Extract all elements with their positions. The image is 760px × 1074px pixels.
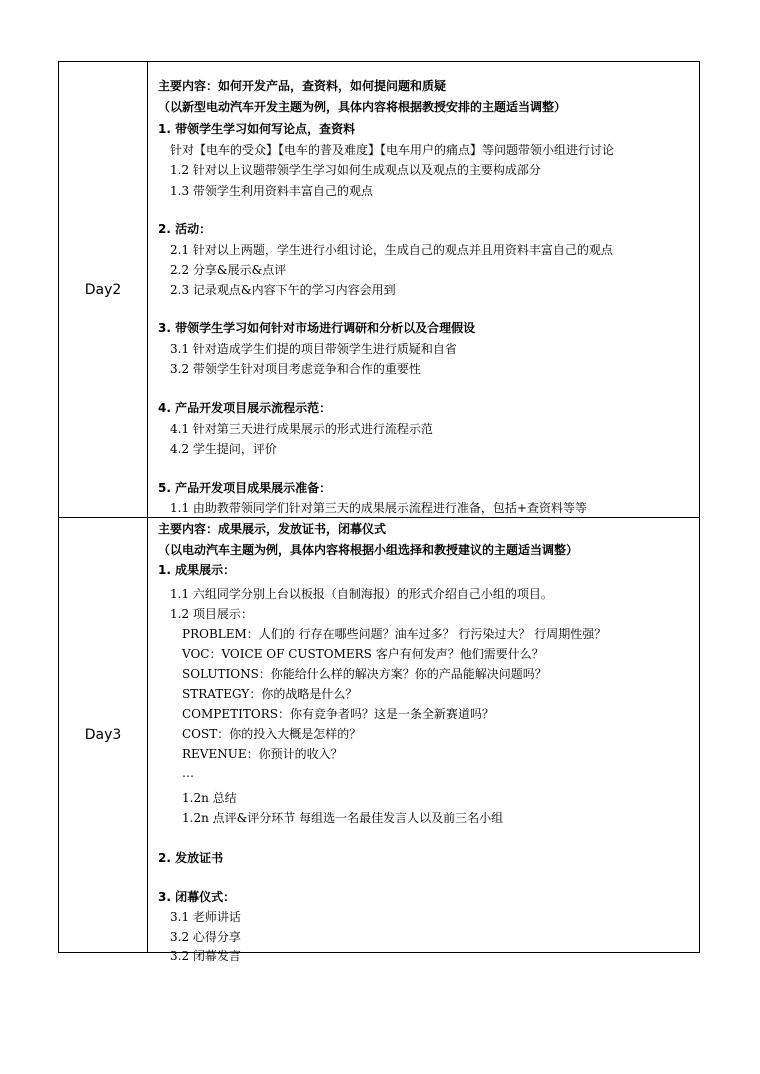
day3-item: 3.1 老师讲话 bbox=[170, 910, 241, 924]
day3-label: Day3 bbox=[59, 517, 148, 952]
day3-item: 1.1 六组同学分别上台以板报（自制海报）的形式介绍自己小组的项目。 bbox=[170, 587, 553, 601]
day2-item: 1.1 由助教带领同学们针对第三天的成果展示流程进行准备，包括+查资料等等 bbox=[170, 501, 587, 515]
day2-note: （以新型电动汽车开发主题为例，具体内容将根据教授安排的主题适当调整） bbox=[158, 100, 567, 114]
day2-content bbox=[148, 62, 699, 517]
day3-item: 3.2 闭幕发言 bbox=[170, 949, 241, 963]
day3-item: … bbox=[182, 766, 194, 780]
day3-item: 3.2 心得分享 bbox=[170, 930, 241, 944]
day2-item: 2.2 分享&展示&点评 bbox=[170, 263, 287, 277]
day3-summary: 主要内容：成果展示，发放证书，闭幕仪式 bbox=[158, 522, 387, 536]
day2-item: 3.2 带领学生针对项目考虑竞争和合作的重要性 bbox=[170, 362, 421, 376]
day2-item: 1.2 针对以上议题带领学生学习如何生成观点以及观点的主要构成部分 bbox=[170, 163, 541, 177]
day2-item: 2.3 记录观点&内容下午的学习内容会用到 bbox=[170, 283, 396, 297]
day2-label: Day2 bbox=[59, 62, 148, 517]
day2-item: 4.1 针对第三天进行成果展示的形式进行流程示范 bbox=[170, 422, 433, 436]
day2-section-5: 5. 产品开发项目成果展示准备： bbox=[158, 481, 332, 495]
day3-item: 1.2n 点评&评分环节 每组选一名最佳发言人以及前三名小组 bbox=[182, 811, 504, 825]
day3-row bbox=[59, 517, 699, 963]
day2-section-1: 1. 带领学生学习如何写论点，查资料 bbox=[158, 122, 356, 136]
day3-section-1: 1. 成果展示： bbox=[158, 563, 236, 577]
day2-section-4: 4. 产品开发项目展示流程示范： bbox=[158, 401, 332, 415]
day3-item: PROBLEM：人们的 行存在哪些问题？油车过多？ 行污染过大？ 行周期性强？ bbox=[182, 627, 607, 641]
day3-section-2: 2. 发放证书 bbox=[158, 851, 224, 865]
day2-item: 针对【电车的受众】【电车的普及难度】【电车用户的痛点】等问题带领小组进行讨论 bbox=[170, 143, 615, 157]
day3-item: 1.2 项目展示： bbox=[170, 607, 253, 621]
day3-section-3: 3. 闭幕仪式： bbox=[158, 890, 236, 904]
day3-note: （以电动汽车主题为例，具体内容将根据小组选择和教授建议的主题适当调整） bbox=[158, 543, 579, 557]
day3-item: REVENUE：你预计的收入？ bbox=[182, 747, 343, 761]
day2-section-3: 3. 带领学生学习如何针对市场进行调研和分析以及合理假设 bbox=[158, 321, 476, 335]
day2-section-2: 2. 活动： bbox=[158, 222, 212, 236]
day3-item: COMPETITORS：你有竞争者吗？这是一条全新赛道吗？ bbox=[182, 707, 494, 721]
day2-item: 3.1 针对造成学生们提的项目带领学生进行质疑和自省 bbox=[170, 342, 457, 356]
day2-item: 4.2 学生提问，评价 bbox=[170, 442, 277, 456]
day3-item: COST：你的投入大概是怎样的？ bbox=[182, 727, 362, 741]
day3-item: VOC：VOICE OF CUSTOMERS 客户有何发声？他们需要什么？ bbox=[182, 647, 544, 661]
schedule-table bbox=[58, 61, 700, 963]
day3-item: STRATEGY：你的战略是什么？ bbox=[182, 687, 358, 701]
day3-item: SOLUTIONS：你能给什么样的解决方案？你的产品能解决问题吗？ bbox=[182, 667, 547, 681]
day2-item: 2.1 针对以上两题，学生进行小组讨论，生成自己的观点并且用资料丰富自己的观点 bbox=[170, 243, 613, 257]
day2-item: 1.3 带领学生利用资料丰富自己的观点 bbox=[170, 184, 373, 198]
day3-content bbox=[148, 517, 699, 963]
day2-summary: 主要内容：如何开发产品，查资料，如何提问题和质疑 bbox=[158, 79, 447, 93]
day2-row bbox=[59, 62, 699, 518]
day3-item: 1.2n 总结 bbox=[182, 791, 237, 805]
